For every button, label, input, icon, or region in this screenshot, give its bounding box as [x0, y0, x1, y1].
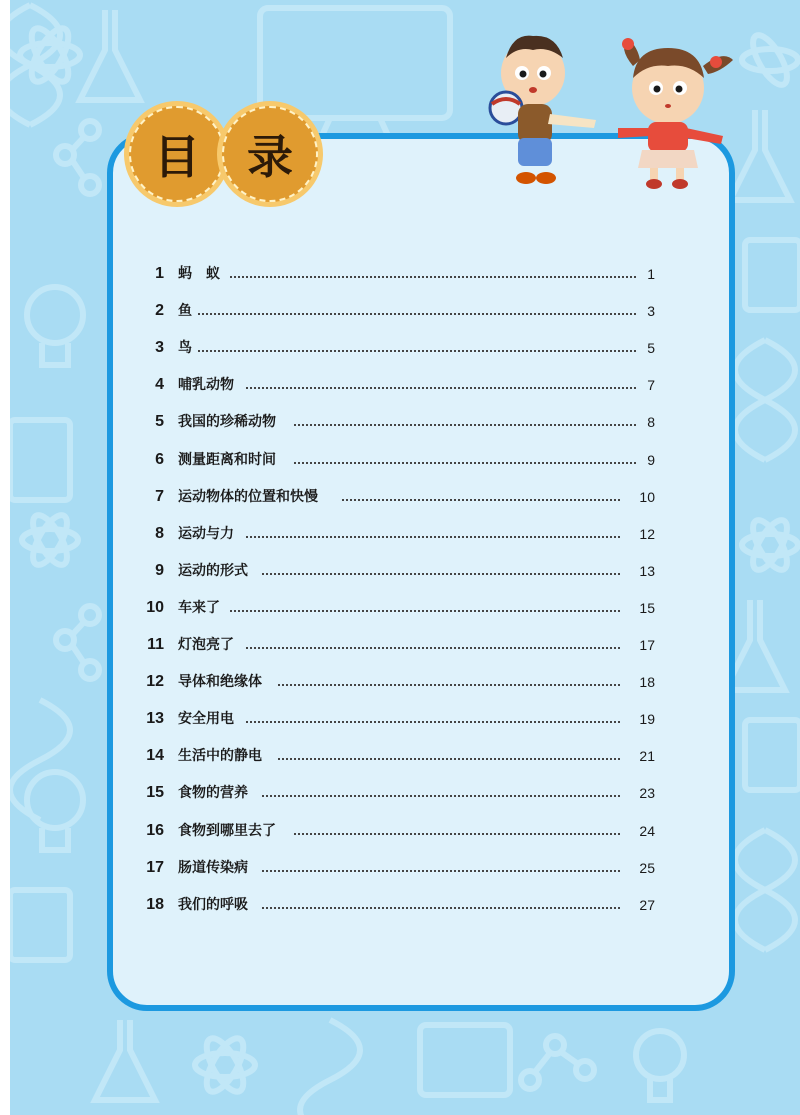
toc-leader-dots — [278, 684, 620, 686]
toc-row[interactable] — [140, 596, 660, 620]
toc-page-number: 18 — [639, 674, 655, 691]
toc-title: 我国的珍稀动物 — [178, 414, 276, 431]
molecule-icon — [56, 121, 99, 679]
toc-number: 3 — [155, 339, 164, 357]
toc-row[interactable] — [140, 744, 660, 768]
toc-page-number: 25 — [639, 859, 655, 876]
atom-icon — [742, 30, 798, 574]
toc-number: 14 — [146, 747, 164, 765]
monitor-icon — [10, 420, 70, 960]
toc-number: 1 — [155, 265, 164, 282]
toc-row[interactable] — [140, 707, 660, 731]
flask-icon — [95, 1020, 155, 1100]
lightbulb-icon — [636, 1031, 684, 1100]
toc-row[interactable] — [140, 336, 660, 360]
toc-number: 10 — [146, 598, 164, 616]
toc-title: 导体和绝缘体 — [178, 674, 262, 691]
toc-leader-dots — [294, 424, 636, 426]
toc-title: 车来了 — [178, 599, 220, 616]
dna-icon — [10, 700, 70, 820]
toc-title: 食物的营养 — [178, 785, 248, 802]
toc-page-number: 7 — [647, 377, 655, 394]
toc-leader-dots — [262, 795, 620, 797]
toc-number: 12 — [146, 673, 164, 691]
toc-row[interactable] — [140, 856, 660, 880]
toc-page-number: 15 — [639, 599, 655, 616]
toc-row[interactable] — [140, 559, 660, 583]
toc-page-number: 1 — [647, 266, 655, 282]
toc-page-number: 5 — [647, 340, 655, 357]
toc-page-number: 9 — [647, 451, 655, 468]
toc-title: 食物到哪里去了 — [178, 822, 276, 839]
atom-icon — [195, 1033, 255, 1097]
toc-number: 4 — [155, 376, 164, 394]
toc-page-number: 10 — [639, 488, 655, 505]
toc-number: 15 — [146, 784, 164, 802]
toc-title: 运动物体的位置和快慢 — [178, 488, 318, 505]
toc-row[interactable] — [140, 410, 660, 434]
toc-leader-dots — [230, 276, 636, 278]
boy-character — [490, 36, 596, 184]
toc-number: 16 — [146, 821, 164, 839]
toc-page-number: 17 — [639, 637, 655, 653]
toc-leader-dots — [230, 610, 620, 612]
toc-row[interactable] — [140, 893, 660, 917]
monitor-icon — [745, 240, 800, 790]
toc-leader-dots — [294, 833, 620, 835]
toc-title: 蚂 蚁 — [178, 266, 220, 282]
toc-row[interactable] — [140, 819, 660, 843]
toc-number: 9 — [155, 561, 164, 579]
toc-title: 运动与力 — [178, 525, 234, 542]
toc-leader-dots — [342, 499, 620, 501]
toc-title: 我们的呼吸 — [178, 896, 248, 913]
toc-title: 运动的形式 — [178, 562, 248, 579]
title-badge-2 — [222, 106, 318, 202]
toc-title: 生活中的静电 — [178, 748, 262, 765]
toc-number: 5 — [155, 413, 164, 431]
toc-row[interactable] — [140, 485, 660, 509]
toc-leader-dots — [246, 647, 620, 649]
toc-page-number: 3 — [647, 303, 655, 320]
toc-leader-dots — [198, 313, 636, 315]
toc-leader-dots — [262, 907, 620, 909]
molecule-icon — [521, 1036, 594, 1089]
toc-leader-dots — [262, 573, 620, 575]
toc-page-number: 21 — [639, 748, 655, 765]
toc-number: 7 — [155, 487, 164, 505]
toc-row[interactable] — [140, 373, 660, 397]
toc-page-number: 23 — [639, 785, 655, 802]
title-char-2: 录 — [247, 130, 293, 184]
toc-leader-dots — [294, 462, 636, 464]
toc-page-number: 13 — [639, 562, 655, 579]
atom-icon — [22, 510, 78, 569]
toc-page-number: 19 — [639, 711, 655, 728]
toc-page-number: 27 — [639, 896, 655, 913]
title-badge-1 — [129, 106, 225, 202]
toc-row[interactable] — [140, 299, 660, 323]
toc-leader-dots — [246, 721, 620, 723]
toc-row[interactable] — [140, 522, 660, 546]
toc-number: 8 — [155, 524, 164, 542]
toc-title: 鸟 — [178, 340, 192, 357]
toc-number: 6 — [155, 450, 164, 468]
title-char-1: 目 — [154, 130, 200, 184]
toc-row[interactable] — [140, 670, 660, 694]
toc-title: 安全用电 — [178, 711, 234, 728]
toc-page-number: 24 — [639, 822, 655, 839]
cartoon-children-illustration — [478, 28, 738, 198]
monitor-icon — [420, 1025, 510, 1095]
toc-leader-dots — [198, 350, 636, 352]
toc-page-number: 12 — [639, 525, 655, 542]
toc-page-number: 8 — [647, 414, 655, 431]
toc-title: 灯泡亮了 — [178, 637, 234, 653]
flask-icon — [80, 10, 140, 100]
dna-icon — [300, 1020, 360, 1115]
toc-title: 肠道传染病 — [178, 859, 248, 876]
toc-title: 鱼 — [178, 303, 192, 320]
toc-row[interactable] — [140, 448, 660, 472]
toc-title: 测量距离和时间 — [178, 451, 276, 468]
toc-leader-dots — [246, 536, 620, 538]
toc-leader-dots — [262, 870, 620, 872]
toc-title: 哺乳动物 — [178, 377, 234, 394]
toc-number: 18 — [146, 895, 164, 913]
toc-number: 17 — [146, 858, 164, 876]
toc-number: 11 — [147, 636, 164, 653]
toc-row[interactable] — [140, 781, 660, 805]
toc-number: 13 — [146, 710, 164, 728]
girl-character — [618, 38, 733, 189]
toc-leader-dots — [246, 387, 636, 389]
toc-row[interactable] — [140, 633, 660, 657]
toc-leader-dots — [278, 758, 620, 760]
toc-row[interactable] — [140, 262, 660, 286]
toc-number: 2 — [155, 302, 164, 320]
